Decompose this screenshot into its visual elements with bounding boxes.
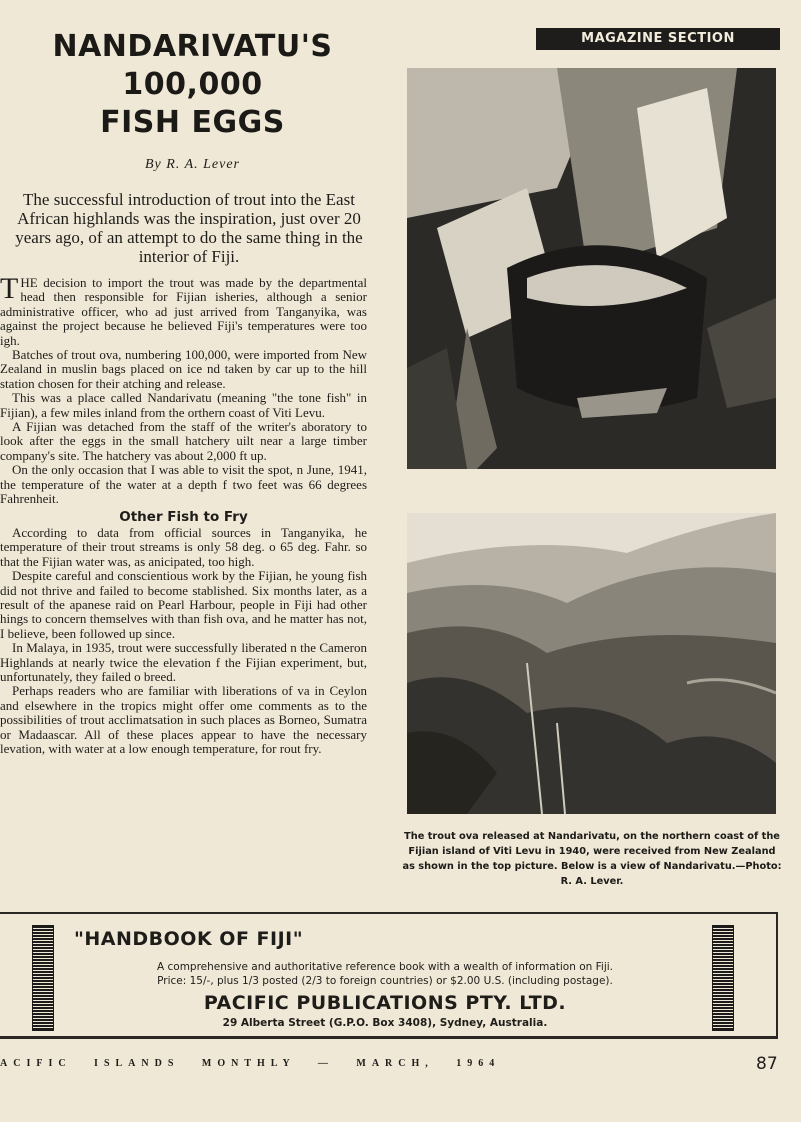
- body-paragraph: On the only occasion that I was able to visit the spot, n June, 1941, the temperature of the water at a depth f two feet was 66 degrees Fahrenheit.: [0, 462, 367, 507]
- byline: By R. A. Lever: [145, 157, 240, 172]
- ad-company: PACIFIC PUBLICATIONS PTY. LTD.: [203, 992, 567, 1014]
- body-paragraph: This was a place called Nandarivatu (meaning "the tone fish" in Fijian), a few miles inland from the orthern coast of Viti Levu.: [0, 390, 367, 420]
- title-line-1: NANDARIVATU'S: [52, 29, 333, 64]
- decorative-bars-left: [32, 925, 54, 1031]
- body-paragraph: A Fijian was detached from the staff of the writer's aboratory to look after the eggs in the small hatchery uilt near a large timber company's site. The hatchery vas about 2,000 ft up.: [0, 419, 367, 463]
- footer-publication: ACIFIC ISLANDS MONTHLY — MARCH, 1964: [0, 1058, 501, 1069]
- photo-fish-eggs-bag: [407, 68, 776, 469]
- body-paragraph: Perhaps readers who are familiar with liberations of va in Ceylon and elsewhere in the tropics might offer ome comments as to the possibilities of trout acclimatsation in such places as Borneo, Sumatra or Madaascar. All of these places appear to have the necessary levation, with water at a low enough temperature, for rout fry.: [0, 683, 367, 756]
- body-paragraph-text: HE decision to import the trout was made by the departmental head then responsible for Fijian isheries, although a senior administrative officer, who ad just arrived from Tanganyika, was against the project because he believed Fiji's temperatures were too igh.: [0, 276, 367, 348]
- photo-illustration-bottom: [407, 513, 776, 814]
- article-body: [0, 276, 367, 888]
- title-line-3: FISH EGGS: [100, 105, 285, 140]
- photo-nandarivatu-view: [407, 513, 776, 814]
- advertisement: [0, 914, 778, 1039]
- ad-description-line: A comprehensive and authoritative reference book with a wealth of information on Fiji.: [156, 961, 613, 973]
- ad-address: 29 Alberta Street (G.P.O. Box 3408), Sydney, Australia.: [222, 1017, 548, 1029]
- body-paragraph: Batches of trout ova, numbering 100,000, were imported from New Zealand in muslin bags placed on ice nd taken by car up to the hill station chosen for their atching and release.: [0, 347, 367, 391]
- ad-title: "HANDBOOK OF FIJI": [74, 928, 304, 950]
- title-line-2: 100,000: [122, 67, 263, 102]
- body-paragraph: Despite careful and conscientious work by the Fijian, he young fish did not thrive and failed to become stablished. Six months later, as a result of the apanese raid on Pearl Harbour, people in Fiji had other hings to concern themselves with than fish ova, and he matter has not, I believe, been followed up since.: [0, 568, 367, 641]
- decorative-bars-right: [712, 925, 734, 1031]
- drop-cap: T: [0, 276, 19, 305]
- body-paragraph: [0, 276, 367, 348]
- body-paragraph: In Malaya, in 1935, trout were successfully liberated n the Cameron Highlands at nearly twice the elevation f the Fijian experiment, but, unfortunately, they failed o breed.: [0, 640, 367, 684]
- ad-description: [60, 960, 710, 988]
- page-number: 87: [756, 1054, 778, 1074]
- section-label: MAGAZINE SECTION: [536, 28, 780, 50]
- photo-illustration-top: [407, 68, 776, 469]
- body-paragraph: According to data from official sources in Tanganyika, he temperature of their trout streams is only 58 deg. o 65 deg. Fahr. so that the Fijian water was, as anicipated, too high.: [0, 524, 367, 569]
- subheading: Other Fish to Fry: [119, 508, 248, 525]
- lede-paragraph: The successful introduction of trout into the East African highlands was the inspiration, just over 20 years ago, of an attempt to do the same thing in the interior of Fiji.: [15, 190, 363, 266]
- article-title: [10, 28, 375, 142]
- photo-caption: The trout ova released at Nandarivatu, on the northern coast of the Fijian island of Viti Levu in 1940, were received from New Zealand as shown in the top picture. Below is a view of Nandarivatu.—Photo: R. A. Lever.: [402, 831, 782, 887]
- ad-description-line: Price: 15/-, plus 1/3 posted (2/3 to foreign countries) or $2.00 U.S. (including postage).: [157, 975, 613, 987]
